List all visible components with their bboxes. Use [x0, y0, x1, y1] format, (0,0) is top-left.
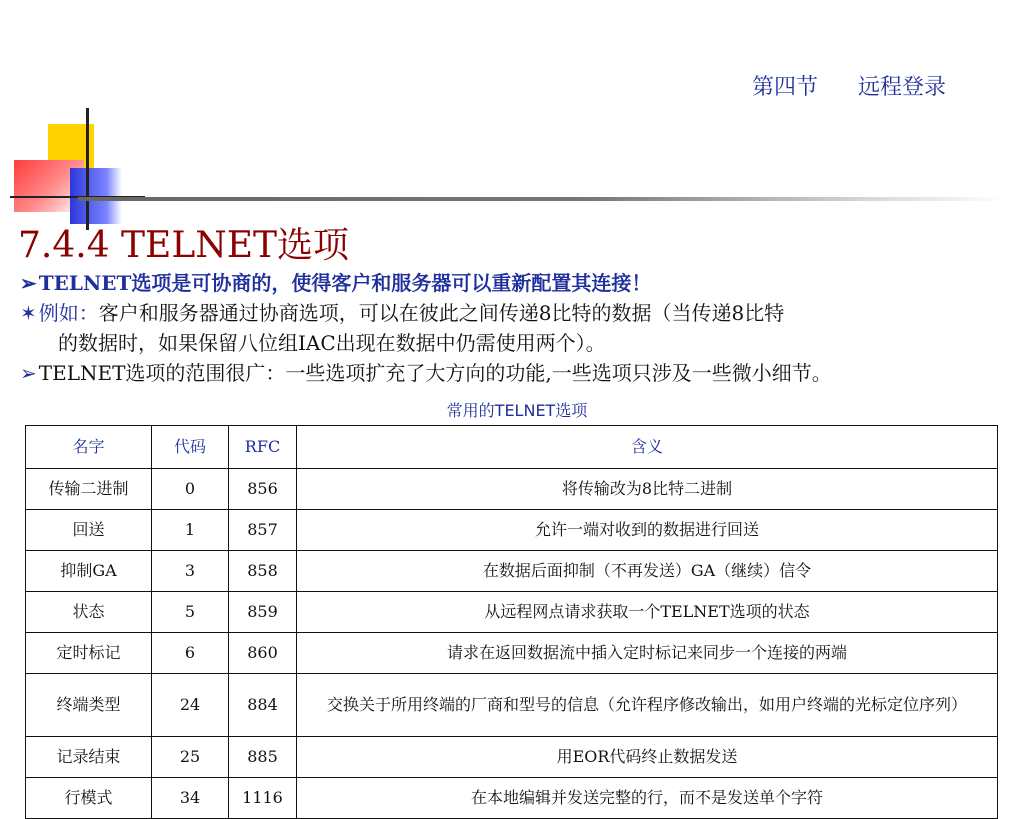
table-cell: 1116 — [229, 778, 297, 819]
table-cell: 857 — [229, 510, 297, 551]
table-cell: 允许一端对收到的数据进行回送 — [297, 510, 998, 551]
table-caption: 常用的TELNET选项 — [446, 401, 588, 420]
table-cell: 3 — [152, 551, 229, 592]
table-cell: 从远程网点请求获取一个TELNET选项的状态 — [297, 592, 998, 633]
section-label: 第四节 — [752, 75, 819, 100]
column-header-code: 代码 — [152, 426, 229, 469]
table-row — [26, 778, 998, 819]
bullet-text: TELNET选项是可协商的，使得客户和服务器可以重新配置其连接！ — [38, 271, 652, 295]
bullet-text: TELNET选项的范围很广：一些选项扩充了大方向的功能,一些选项只涉及一些微小细节。 — [38, 361, 832, 385]
options-table-wrapper — [25, 425, 997, 807]
table-cell: 1 — [152, 510, 229, 551]
column-header-rfc: RFC — [229, 426, 297, 469]
bullet-item — [20, 298, 1020, 328]
table-cell: 抑制GA — [26, 551, 152, 592]
table-cell: 859 — [229, 592, 297, 633]
table-cell: 6 — [152, 633, 229, 674]
column-header-meaning: 含义 — [297, 426, 998, 469]
table-cell: 行模式 — [26, 778, 152, 819]
table-cell: 856 — [229, 469, 297, 510]
table-cell: 用EOR代码终止数据发送 — [297, 737, 998, 778]
table-cell: 回送 — [26, 510, 152, 551]
table-cell: 将传输改为8比特二进制 — [297, 469, 998, 510]
table-cell: 请求在返回数据流中插入定时标记来同步一个连接的两端 — [297, 633, 998, 674]
table-cell: 24 — [152, 674, 229, 737]
decorative-logo — [10, 108, 150, 236]
title-divider — [78, 197, 1008, 201]
bullet-item — [20, 358, 1020, 388]
example-label: 例如： — [38, 301, 99, 325]
table-cell: 884 — [229, 674, 297, 737]
table-cell: 在本地编辑并发送完整的行，而不是发送单个字符 — [297, 778, 998, 819]
bullet-continuation — [20, 328, 1020, 358]
topic-label: 远程登录 — [858, 75, 947, 100]
bullet-text: 客户和服务器通过协商选项，可以在彼此之间传递8比特的数据（当传递8比特 — [98, 301, 785, 325]
table-row — [26, 592, 998, 633]
bullet-item — [20, 268, 1020, 298]
star-icon: ✶ — [20, 301, 37, 325]
table-cell: 传输二进制 — [26, 469, 152, 510]
page-title: 7.4.4 TELNET选项 — [18, 225, 350, 266]
table-cell: 860 — [229, 633, 297, 674]
column-header-name: 名字 — [26, 426, 152, 469]
right-triangle-icon: ➢ — [20, 271, 37, 295]
table-cell: 25 — [152, 737, 229, 778]
table-cell: 记录结束 — [26, 737, 152, 778]
table-cell: 34 — [152, 778, 229, 819]
table-row — [26, 737, 998, 778]
right-triangle-icon: ➢ — [20, 361, 37, 385]
table-cell: 状态 — [26, 592, 152, 633]
table-row — [26, 469, 998, 510]
table-cell: 858 — [229, 551, 297, 592]
vertical-rule — [86, 108, 89, 230]
table-row — [26, 633, 998, 674]
header-title — [752, 70, 982, 101]
table-cell: 885 — [229, 737, 297, 778]
options-table — [25, 425, 998, 819]
bullet-list — [20, 268, 1020, 388]
table-cell: 在数据后面抑制（不再发送）GA（继续）信令 — [297, 551, 998, 592]
table-row — [26, 674, 998, 737]
table-cell: 定时标记 — [26, 633, 152, 674]
table-cell: 5 — [152, 592, 229, 633]
table-cell: 交换关于所用终端的厂商和型号的信息（允许程序修改输出，如用户终端的光标定位序列） — [297, 674, 998, 737]
bullet-text: 的数据时，如果保留八位组IAC出现在数据中仍需使用两个）。 — [58, 331, 606, 355]
table-row — [26, 510, 998, 551]
table-cell: 0 — [152, 469, 229, 510]
table-cell: 终端类型 — [26, 674, 152, 737]
table-header-row — [26, 426, 998, 469]
table-row — [26, 551, 998, 592]
